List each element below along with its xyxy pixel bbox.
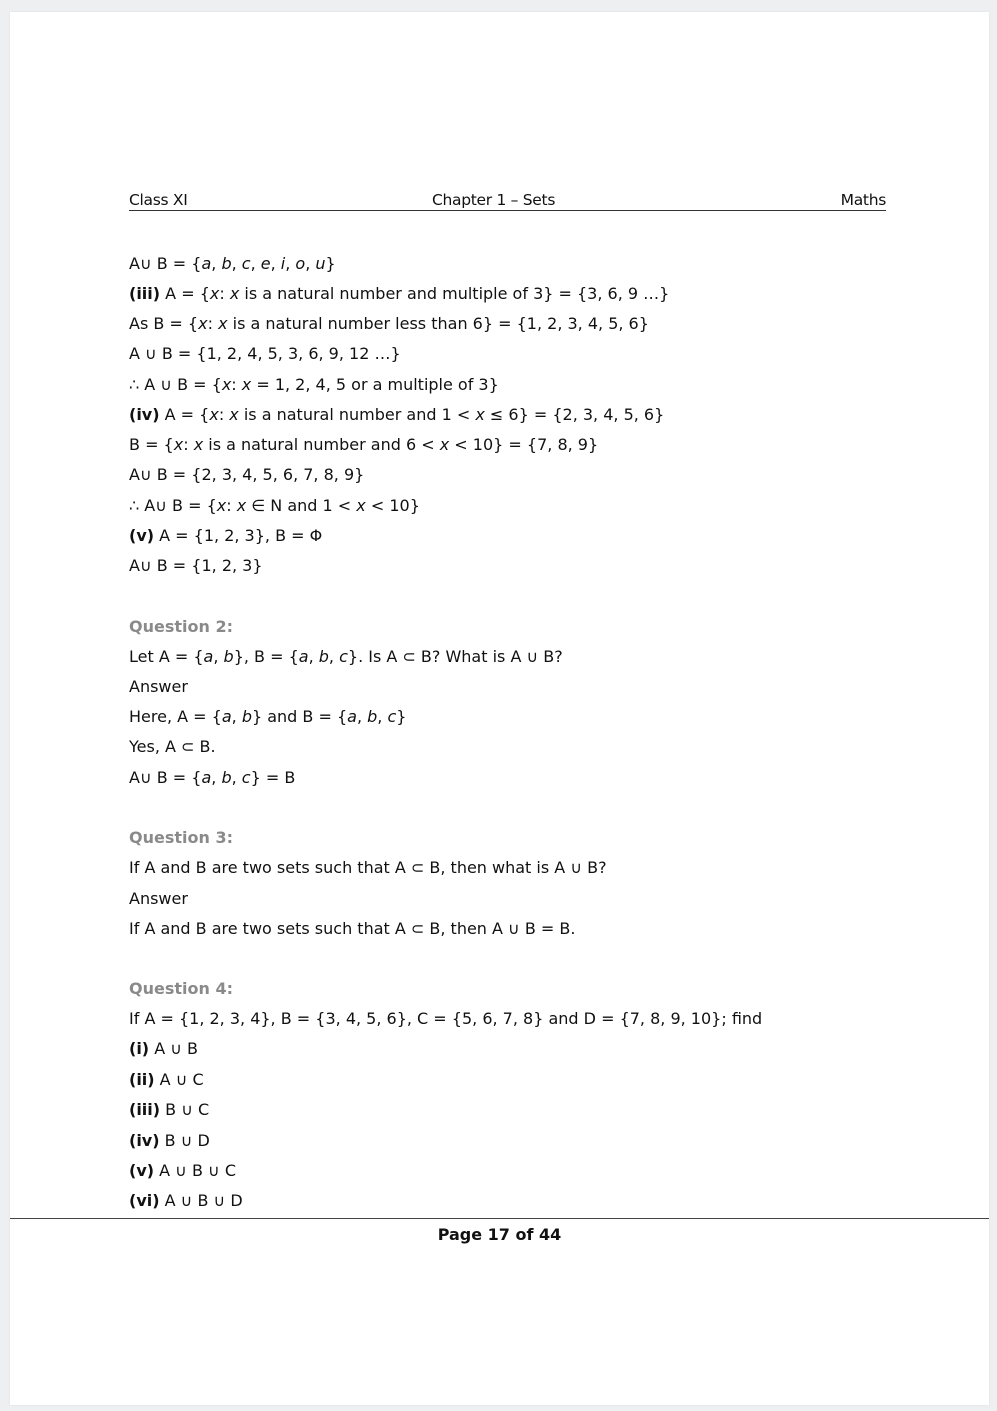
header-subject: Maths xyxy=(840,191,886,209)
text-line: As B = {x: x is a natural number less than 6} = {1, 2, 3, 4, 5, 6} xyxy=(129,314,649,333)
text-line: ∴ A∪ B = {x: x ∈ N and 1 < x < 10} xyxy=(129,496,420,515)
question-heading: Question 2: xyxy=(129,617,233,636)
text-line: A∪ B = {a, b, c} = B xyxy=(129,768,296,787)
text-line: If A and B are two sets such that A ⊂ B, then what is A ∪ B? xyxy=(129,858,607,877)
header-class: Class XI xyxy=(129,191,188,209)
question-heading: Question 4: xyxy=(129,979,233,998)
page-number: Page 17 of 44 xyxy=(437,1225,562,1244)
question-heading: Question 3: xyxy=(129,828,233,847)
text-line: (iv) B ∪ D xyxy=(129,1131,210,1150)
text-line: Answer xyxy=(129,677,188,696)
header-chapter: Chapter 1 – Sets xyxy=(432,191,556,209)
text-line: If A = {1, 2, 3, 4}, B = {3, 4, 5, 6}, C = {5, 6, 7, 8} and D = {7, 8, 9, 10}; find xyxy=(129,1009,763,1028)
footer-divider xyxy=(10,1218,989,1219)
text-line: (ii) A ∪ C xyxy=(129,1070,204,1089)
text-line: A∪ B = {2, 3, 4, 5, 6, 7, 8, 9} xyxy=(129,465,365,484)
document-page xyxy=(10,12,989,1405)
text-line: A ∪ B = {1, 2, 4, 5, 3, 6, 9, 12 …} xyxy=(129,344,401,363)
text-line: ∴ A ∪ B = {x: x = 1, 2, 4, 5 or a multiple of 3} xyxy=(129,375,499,394)
text-line: A∪ B = {a, b, c, e, i, o, u} xyxy=(129,254,336,273)
text-line: (v) A ∪ B ∪ C xyxy=(129,1161,237,1180)
text-line: If A and B are two sets such that A ⊂ B, then A ∪ B = B. xyxy=(129,919,576,938)
text-line: Yes, A ⊂ B. xyxy=(129,737,216,756)
text-line: A∪ B = {1, 2, 3} xyxy=(129,556,263,575)
text-line: B = {x: x is a natural number and 6 < x < 10} = {7, 8, 9} xyxy=(129,435,599,454)
text-line: Here, A = {a, b} and B = {a, b, c} xyxy=(129,707,407,726)
text-line: Let A = {a, b}, B = {a, b, c}. Is A ⊂ B? What is A ∪ B? xyxy=(129,647,563,666)
text-line: (iii) A = {x: x is a natural number and multiple of 3} = {3, 6, 9 …} xyxy=(129,284,670,303)
text-line: (v) A = {1, 2, 3}, B = Φ xyxy=(129,526,323,545)
text-line: Answer xyxy=(129,889,188,908)
text-line: (vi) A ∪ B ∪ D xyxy=(129,1191,243,1210)
page-header xyxy=(129,188,886,211)
text-line: (i) A ∪ B xyxy=(129,1039,198,1058)
text-line: (iv) A = {x: x is a natural number and 1 < x ≤ 6} = {2, 3, 4, 5, 6} xyxy=(129,405,665,424)
text-line: (iii) B ∪ C xyxy=(129,1100,210,1119)
